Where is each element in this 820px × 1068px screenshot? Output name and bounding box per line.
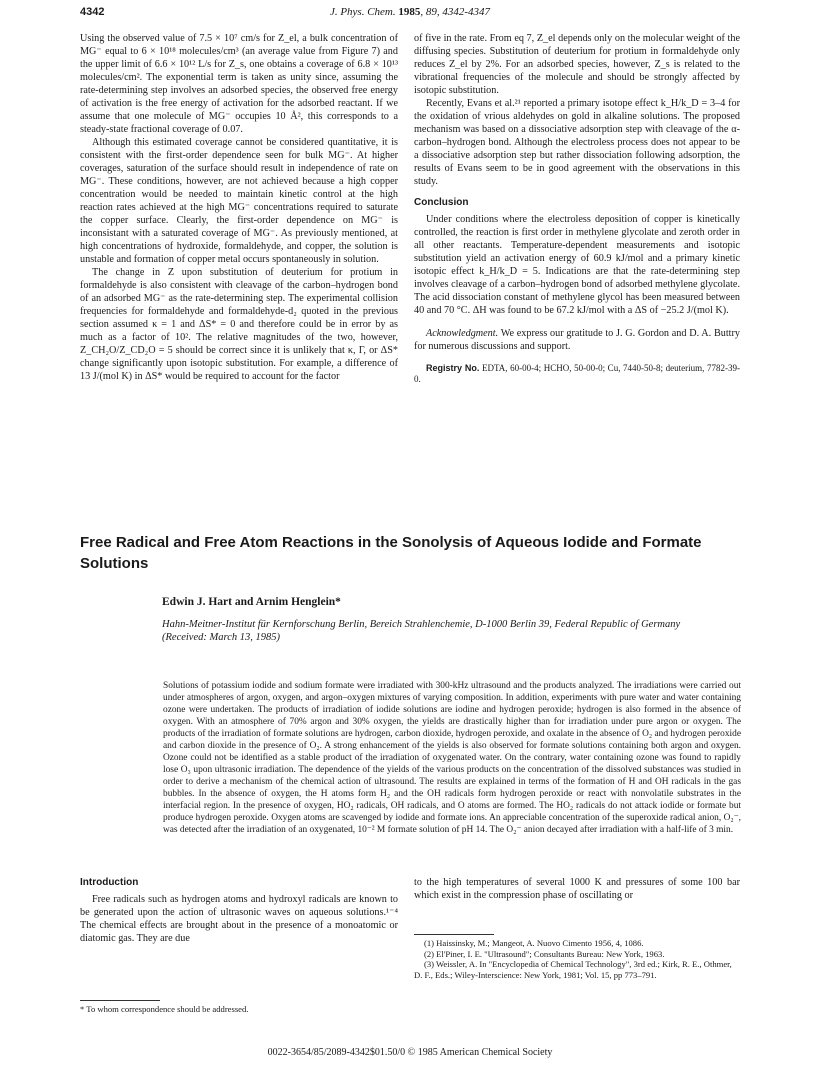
reference-footnotes <box>414 934 740 980</box>
paragraph: of five in the rate. From eq 7, Z_el depends only on the molecular weight of the diffusing species. Substitution of deuterium for protium in formaldehyde only reduces Z_el by 2%. For an adsorbed species, however, Z_s is related to the vibrational frequencies of the molecule and should be strongly affected by isotopic substitution. <box>414 33 740 96</box>
journal-name: J. Phys. Chem. <box>329 6 396 18</box>
registry-numbers <box>414 363 740 385</box>
conclusion-heading: Conclusion <box>414 197 469 208</box>
registry-text: EDTA, 60-00-4; HCHO, 50-00-0; Cu, 7440-50-8; deuterium, 7782-39-0. <box>414 363 740 384</box>
paragraph: Although this estimated coverage cannot be considered quantitative, it is consistent with the first-order dependence seen for bulk MG⁻. At higher coverages, saturation of the surface should result in independence of rate on MG⁻. These conditions, however, are not achieved because a high copper concentration would be needed to maintain kinetic control at the high reaction rates achieved at the high MG⁻ concentrations required to saturate the copper surface. Clearly, the first-order dependence on MG⁻ is inconsistant with a saturated coverage of MG⁻. As previously mentioned, at high concentrations of hydroxide, formaldehyde, and copper, the solution is unstable and formation of copper metal occurs spontaneously in solution. <box>80 137 398 265</box>
footnote-rule <box>414 934 494 935</box>
page-number: 4342 <box>80 6 105 18</box>
left-column-bottom <box>80 876 398 945</box>
author-affiliation: Hahn-Meitner-Institut für Kernforschung Berlin, Bereich Strahlenchemie, D-1000 Berlin 39, Federal Republic of Germany (Received: March 13, 1985) <box>162 619 681 643</box>
introduction-paragraph: Free radicals such as hydrogen atoms and hydroxyl radicals are known to be generated upon the action of ultrasonic waves on aqueous solutions.¹⁻⁴ The chemical effects are brought about in the presence of a monoatomic or diatomic gas. They are due <box>80 894 398 944</box>
acknowledgment <box>414 327 740 353</box>
acknowledgment-text: We express our gratitude to J. G. Gordon and D. A. Buttry for numerous discussions and support. <box>414 328 740 352</box>
copyright-footer: 0022-3654/85/2089-4342$01.50/0 © 1985 American Chemical Society <box>267 1047 553 1058</box>
introduction-paragraph-continued: to the high temperatures of several 1000 K and pressures of some 100 bar which exist in the compression phase of oscillating or <box>414 877 740 901</box>
journal-citation <box>80 6 740 18</box>
acknowledgment-label: Acknowledgment. <box>426 328 499 339</box>
footnote-rule <box>80 1000 160 1001</box>
right-column-top <box>414 32 740 385</box>
corresponding-author-footnote <box>80 1000 398 1015</box>
left-column-top <box>80 32 398 383</box>
introduction-heading: Introduction <box>80 877 139 888</box>
reference-2: (2) El'Piner, I. E. "Ultrasound"; Consultants Bureau: New York, 1963. <box>424 948 665 959</box>
article-authors: Edwin J. Hart and Arnim Henglein* <box>162 596 341 608</box>
paragraph: Using the observed value of 7.5 × 10⁷ cm/s for Z_el, a bulk concentration of MG⁻ equal to 6 × 10¹⁸ molecules/cm³ (an average value from Figure 7) and the upper limit of 6.6 × 10¹² L/s for Z_s, one obtains a coverage of 6.8 × 10¹³ molecules/cm². The exponential term is taken as unity since, assuming the rate-determining step involves an adsorbed species, the observed free energy of activation is the free energy of activation for the adsorbed reactant. If we assume that one molecule of MG⁻ occupies 10 Å², this corresponds to a steady-state fractional coverage of 0.07. <box>80 33 398 135</box>
registry-label: Registry No. <box>426 363 480 373</box>
reference-1: (1) Haissinsky, M.; Mangeot, A. Nuovo Cimento 1956, 4, 1086. <box>424 938 644 948</box>
conclusion-paragraph: Under conditions where the electroless deposition of copper is kinetically controlled, the reaction is first order in methylene glycolate and zeroth order in all other reactants. Temperature-dependent measurements and isotopic substitution yield an activation energy of 60.9 kJ/mol and a primary kinetic isotopic effect k_H/k_D = 5. Indications are that the rate-determining step involves cleavage of a carbon–hydrogen bond of adsorbed methylene glycolate. The acid dissociation constant of methylene glycol has been measured between 40 and 70 °C. ΔH was found to be 67.2 kJ/mol with a ΔS of −25.2 J/(mol K). <box>414 214 740 316</box>
abstract: Solutions of potassium iodide and sodium formate were irradiated with 300-kHz ultrasound and the products analyzed. The irradiations were carried out under atmospheres of argon, oxygen, and argon–oxygen mixtures of varying composition. In addition, experiments with pure water and water containing ozone were undertaken. The products of irradiation of iodide solutions are iodine and hydrogen peroxide; hydrogen is also formed in the absence of oxygen. With an atmosphere of 70% argon and 30% oxygen, the yields are drastically higher than for irradiation under pure argon or oxygen. The products of the irradiation of formate solutions are hydrogen, carbon dioxide, hydrogen peroxide, and oxalate in the absence of O₂ and hydrogen peroxide and carbon dioxide in the presence of O₂. A strong enhancement of the yields is also observed for formate solutions containing both argon and oxygen. Ozone could not be identified as a stable product of the irradiation of oxygenated water. On the contrary, water containing ozone was found to rapidly lose O₃ upon ultrasonic irradiation. The dependence of the yields of the various products on the concentration of the dissolved substances was studied in order to derive a mechanism of the chemical action of ultrasound. The results are explained in terms of the formation of H and OH radicals in the gas bubbles. In the absence of oxygen, the H atoms form H₂ and the OH radicals form hydrogen peroxide or react with nonvolatile substrates in the interfacial region. In the presence of oxygen, HO₂ radicals, OH radicals, and O atoms are formed. The HO₂ radicals do not attack iodide or formate but produce hydrogen peroxide. Oxygen atoms are scavenged by iodide and formate ions. An appreciable concentration of the superoxide radical anion, O₂⁻, was detected after the irradiation of an oxygenated, 10⁻² M formate solution of pH 14. The O₂⁻ anion decayed after irradiation with a half-life of 3 min. <box>163 681 741 835</box>
journal-volume-pages: , 89, 4342-4347 <box>420 6 491 18</box>
footnote-text: * To whom correspondence should be addressed. <box>80 1004 249 1014</box>
journal-year: 1985 <box>398 6 421 18</box>
right-column-bottom <box>414 876 740 902</box>
running-header <box>80 6 740 24</box>
reference-3: (3) Weissler, A. In "Encyclopedia of Chemical Technology", 3rd ed.; Kirk, R. E., Othmer, D. F., Eds.; Wiley-Interscience: New York, 1981; Vol. 15, pp 773–791. <box>414 959 732 980</box>
paragraph: Recently, Evans et al.²¹ reported a primary isotope effect k_H/k_D = 3–4 for the oxidation of vrious aldehydes on gold in alkaline solutions. The proposed mechanism was based on a dissociative adsorption step with cleavage of the α-carbon–hydrogen bond. Although the electroless process does not appear to be a dissociative adsorption step but rather dissociation following adsorption, the results of Evans seem to be in good agreement with the observations in this study. <box>414 98 740 187</box>
paragraph: The change in Z upon substitution of deuterium for protium in formaldehyde is also consistent with cleavage of the carbon–hydrogen bond of an adsorbed MG⁻ as the rate-determining step. The experimental collision frequencies for formaldehyde and formaldehyde-d₂ quoted in the previous section assumed κ = 1 and ΔS* = 0 and therefore could be in error by as much as a factor of 10². The relative magnitudes of the two, however, Z_CH₂O/Z_CD₂O = 5 should be correct since it is unlikely that κ, Γ, or ΔS* change significantly upon isotopic substitution. For example, a difference of 13 J/(mol K) in ΔS* would be required to account for the factor <box>80 267 398 382</box>
article-title: Free Radical and Free Atom Reactions in the Sonolysis of Aqueous Iodide and Formate Solutions <box>80 534 702 572</box>
